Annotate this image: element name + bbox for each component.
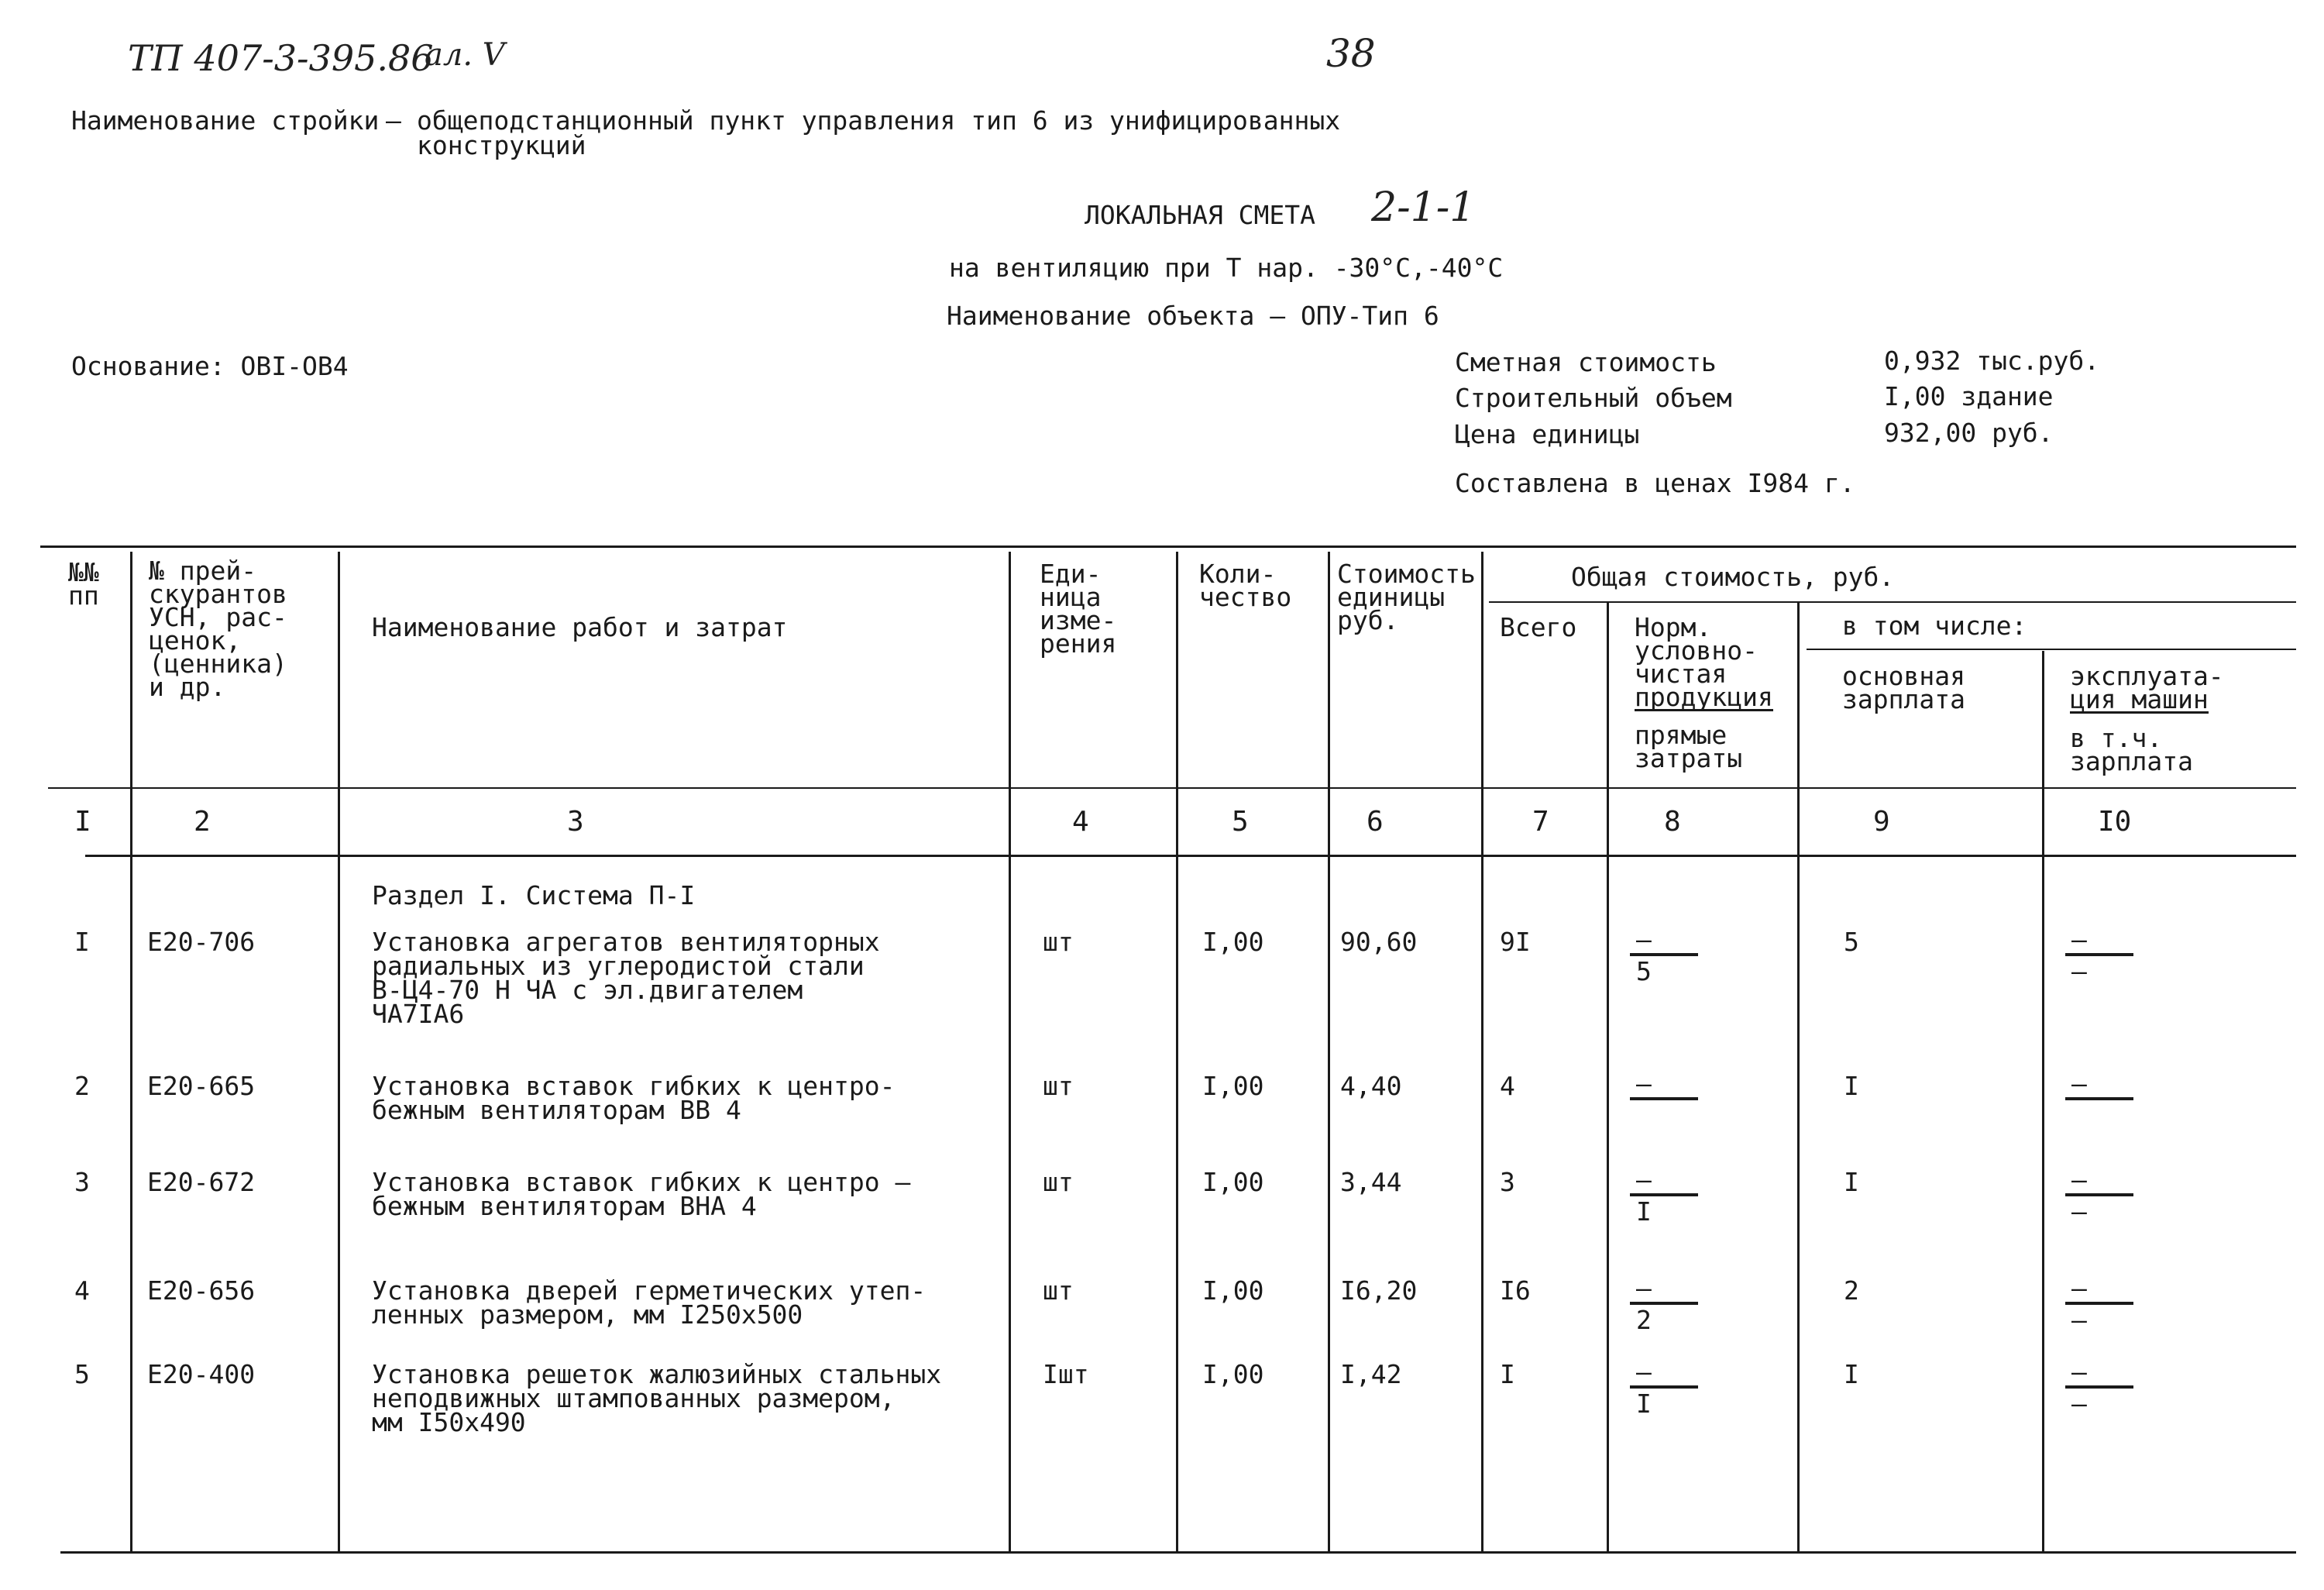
row-code: Е20-665 <box>147 1071 256 1101</box>
row-number: 3 <box>74 1167 90 1197</box>
row-direct-costs: – 5 <box>1630 927 1700 984</box>
header-col8-underlined: продукция <box>1635 682 1773 712</box>
construction-name-line1: общеподстанционный пункт управления тип 6 из унифицированных <box>417 105 1341 136</box>
row-unit: шт <box>1043 1071 1074 1101</box>
col-divider-3 <box>1009 552 1011 1553</box>
header-col10-underlined: ция машин <box>2070 684 2209 714</box>
row-unit-price: 90,60 <box>1340 927 1418 957</box>
header-col1: №№ пп <box>68 557 99 611</box>
construction-label: Наименование стройки <box>71 105 380 136</box>
header-col10: эксплуата- ция машин <box>2070 661 2224 714</box>
row-quantity: I,00 <box>1202 1167 1264 1197</box>
header-col8b: прямые затраты <box>1635 720 1743 773</box>
row-quantity: I,00 <box>1202 927 1264 957</box>
col-divider-8 <box>1797 601 1800 1553</box>
row-unit: Iшт <box>1043 1359 1089 1389</box>
row-direct-costs: – 2 <box>1630 1275 1700 1333</box>
header-total-group: Общая стоимость, руб. <box>1571 562 1895 592</box>
summary-label-cost: Сметная стоимость <box>1455 347 1717 377</box>
total-group-rule <box>1489 601 2296 603</box>
column-numbers-rule <box>85 855 2296 857</box>
row-total: I6 <box>1500 1275 1531 1306</box>
column-number-8: 8 <box>1664 806 1681 838</box>
col-divider-7 <box>1607 601 1609 1553</box>
row-name: Установка дверей герметических утеп- ленных размером, мм I250х500 <box>372 1275 927 1330</box>
summary-value-volume: I,00 здание <box>1884 381 2054 411</box>
column-number-3: 3 <box>567 806 584 838</box>
page-number: 38 <box>1326 31 1376 76</box>
row-unit-price: I,42 <box>1340 1359 1402 1389</box>
row-quantity: I,00 <box>1202 1071 1264 1101</box>
header-col2: № прей- скурантов УСН, рас- ценок, (ценника) и др. <box>149 556 287 702</box>
album-number: ал. V <box>425 37 505 73</box>
row-code: Е20-706 <box>147 927 256 957</box>
row-name: Установка агрегатов вентиляторных радиальных из углеродистой стали В-Ц4-70 Н ЧА с эл.двигателем ЧА7IА6 <box>372 927 880 1029</box>
row-machine-costs: – – <box>2065 927 2135 984</box>
col-divider-9 <box>2042 651 2044 1553</box>
row-total: 9I <box>1500 927 1531 957</box>
column-number-10: I0 <box>2098 806 2132 838</box>
row-unit-price: 4,40 <box>1340 1071 1402 1101</box>
header-col4: Еди- ница изме- рения <box>1040 559 1117 659</box>
row-unit-price: 3,44 <box>1340 1167 1402 1197</box>
column-number-6: 6 <box>1367 806 1384 838</box>
row-name: Установка решеток жалюзийных стальных неподвижных штампованных размером, мм I50х490 <box>372 1359 942 1437</box>
row-machine-costs: – – <box>2065 1359 2135 1416</box>
object-name: Наименование объекта – ОПУ-Тип 6 <box>947 301 1439 331</box>
header-col7: Всего <box>1500 612 1577 642</box>
row-unit: шт <box>1043 1275 1074 1306</box>
summary-value-cost: 0,932 тыс.руб. <box>1884 346 2100 376</box>
col-divider-5 <box>1328 552 1330 1553</box>
row-total: 4 <box>1500 1071 1515 1101</box>
row-code: Е20-400 <box>147 1359 256 1389</box>
row-salary: 5 <box>1844 927 1859 957</box>
header-col10b: в т.ч. зарплата <box>2070 723 2193 776</box>
col-divider-4 <box>1176 552 1178 1553</box>
header-including: в том числе: <box>1842 611 2027 641</box>
row-salary: I <box>1844 1167 1859 1197</box>
row-number: 4 <box>74 1275 90 1306</box>
summary-label-unit-price: Цена единицы <box>1455 419 1640 449</box>
summary-label-volume: Строительный объем <box>1455 383 1732 413</box>
header-bottom-rule <box>48 787 2296 789</box>
header-col3: Наименование работ и затрат <box>372 612 788 642</box>
row-salary: 2 <box>1844 1275 1859 1306</box>
row-unit: шт <box>1043 1167 1074 1197</box>
row-machine-costs: – – <box>2065 1275 2135 1333</box>
col-divider-1 <box>130 552 132 1553</box>
row-machine-costs: – <box>2065 1071 2135 1128</box>
basis: Основание: ОВI-ОВ4 <box>71 351 349 381</box>
including-rule <box>1807 649 2296 650</box>
row-unit-price: I6,20 <box>1340 1275 1418 1306</box>
row-name: Установка вставок гибких к центро- бежным вентиляторам ВВ 4 <box>372 1071 896 1125</box>
column-number-5: 5 <box>1232 806 1249 838</box>
row-direct-costs: – I <box>1630 1359 1700 1416</box>
column-number-4: 4 <box>1072 806 1089 838</box>
row-unit: шт <box>1043 927 1074 957</box>
construction-name-line2: конструкций <box>417 130 586 160</box>
prices-note: Составлена в ценах I984 г. <box>1455 468 1855 498</box>
table-bottom-rule <box>60 1551 2296 1554</box>
estimate-title: ЛОКАЛЬНАЯ СМЕТА <box>1085 200 1316 230</box>
header-col8: Норм. условно- чистая продукция <box>1635 612 1773 712</box>
row-quantity: I,00 <box>1202 1275 1264 1306</box>
row-salary: I <box>1844 1359 1859 1389</box>
table-top-rule <box>40 545 2296 548</box>
row-machine-costs: – – <box>2065 1167 2135 1224</box>
row-total: I <box>1500 1359 1515 1389</box>
summary-value-unit-price: 932,00 руб. <box>1884 418 2054 448</box>
header-col6: Стоимость единицы руб. <box>1337 559 1476 635</box>
row-number: I <box>74 927 90 957</box>
row-direct-costs: – <box>1630 1071 1700 1128</box>
row-total: 3 <box>1500 1167 1515 1197</box>
column-number-7: 7 <box>1532 806 1549 838</box>
construction-dash: – <box>386 105 401 136</box>
row-name: Установка вставок гибких к центро – бежным вентиляторам ВНА 4 <box>372 1167 911 1221</box>
row-code: Е20-672 <box>147 1167 256 1197</box>
doc-code: ТП 407-3-395.86 <box>128 37 434 79</box>
section-title: Раздел I. Система П-I <box>372 880 696 910</box>
col-divider-2 <box>338 552 340 1553</box>
header-col5: Коли- чество <box>1199 559 1292 612</box>
row-salary: I <box>1844 1071 1859 1101</box>
column-number-2: 2 <box>194 806 211 838</box>
estimate-number: 2-1-1 <box>1371 184 1476 231</box>
row-direct-costs: – I <box>1630 1167 1700 1224</box>
column-number-1: I <box>74 806 91 838</box>
estimate-subtitle: на вентиляцию при Т нар. -30°С,-40°С <box>949 253 1504 283</box>
column-number-9: 9 <box>1873 806 1890 838</box>
row-number: 2 <box>74 1071 90 1101</box>
row-quantity: I,00 <box>1202 1359 1264 1389</box>
row-number: 5 <box>74 1359 90 1389</box>
col-divider-6 <box>1481 552 1483 1553</box>
header-col9: основная зарплата <box>1842 661 1965 714</box>
row-code: Е20-656 <box>147 1275 256 1306</box>
